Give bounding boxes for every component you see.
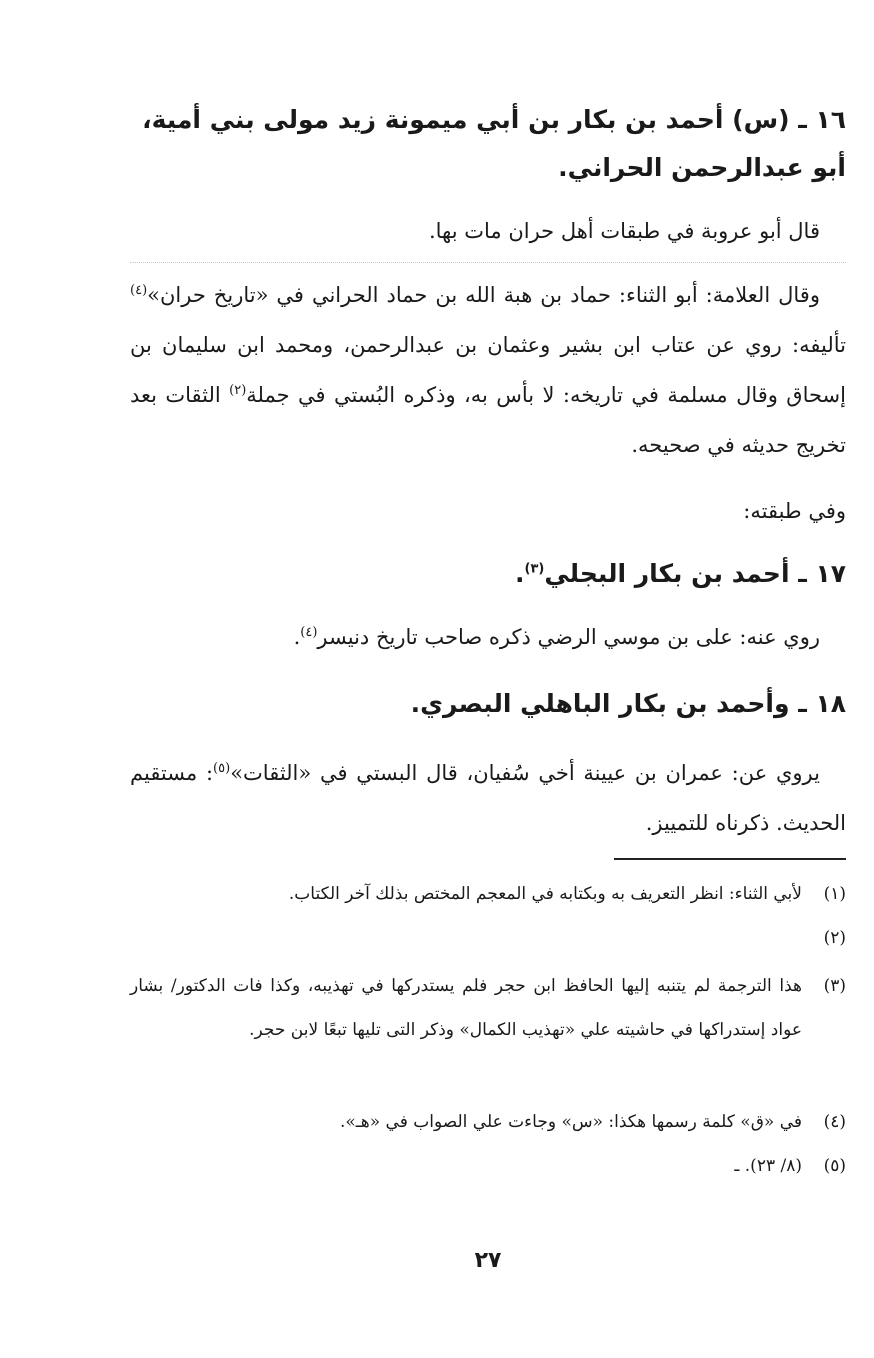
entry-17-paragraph-1-text: روي عنه: على بن موسي الرضي ذكره صاحب تاريخ دنيسر bbox=[317, 625, 820, 649]
footnote-1-text: لأبي الثناء: انظر التعريف به وبكتابه في المعجم المختص بذلك آخر الكتاب. bbox=[288, 884, 802, 904]
entry-16-paragraph-2-text-a: وقال العلامة: أبو الثناء: حماد بن هبة الله بن حماد الحراني في «تاريخ حران» bbox=[147, 283, 820, 307]
footnote-1-number: (١) bbox=[823, 884, 846, 904]
footnote-ref-5: (٥) bbox=[213, 761, 231, 776]
footnote-ref-2: (٢) bbox=[229, 383, 247, 398]
footnote-3 bbox=[130, 964, 846, 1052]
footnote-5-number: (٥) bbox=[823, 1156, 846, 1176]
footnote-4 bbox=[130, 1100, 846, 1144]
entry-16-paragraph-3: وفي طبقته: bbox=[743, 499, 846, 523]
entry-16-paragraph-1: قال أبو عروبة في طبقات أهل حران مات بها. bbox=[428, 219, 820, 243]
footnote-2-text bbox=[130, 916, 802, 960]
entry-17-paragraph-1 bbox=[130, 612, 846, 662]
entry-17-heading-end: . bbox=[515, 559, 525, 588]
entry-17-heading bbox=[130, 550, 846, 598]
footnote-5-text: (٨/ ٢٣). ـ bbox=[734, 1156, 802, 1176]
faint-divider bbox=[130, 262, 846, 265]
entry-16-paragraph-2-text-b: تأليفه: روي عن عتاب ابن بشير وعثمان بن عبدالرحمن، ومحمد ابن سليمان بن إسحاق وقال مسلمة في تاريخه: لا بأس به، وذكره البُستي في جملة bbox=[130, 333, 846, 407]
footnote-separator bbox=[614, 858, 846, 860]
page-number: ٢٧ bbox=[474, 1248, 502, 1273]
footnote-3-text: هذا الترجمة لم يتنبه إليها الحافظ ابن حجر فلم يستدركها في تهذيبه، وكذا فات الدكتور/ بشار عواد إستدراكها في حاشيته علي «تهذيب الكمال» وذكر التى تليها تبعًا لابن حجر. bbox=[130, 976, 802, 1040]
entry-18-paragraph-1 bbox=[130, 748, 846, 848]
entry-18-paragraph-1-text: يروي عن: عمران بن عيينة أخي سُفيان، قال البستي في «الثقات» bbox=[230, 761, 820, 785]
entry-16-heading: ١٦ ـ (س) أحمد بن بكار بن أبي ميمونة زيد مولى بني أمية، أبو عبدالرحمن الحراني. bbox=[142, 105, 846, 182]
footnote-ref-3: (٣) bbox=[524, 561, 545, 577]
entry-17-heading-text: ١٧ ـ أحمد بن بكار البجلي bbox=[544, 559, 846, 588]
footnote-ref-4: (٤) bbox=[130, 283, 148, 298]
footnote-1 bbox=[130, 872, 846, 916]
entry-18-heading: ١٨ ـ وأحمد بن بكار الباهلي البصري. bbox=[410, 689, 846, 718]
entry-17-paragraph-1-end: . bbox=[293, 625, 301, 649]
entry-16-paragraph-2 bbox=[130, 270, 846, 470]
footnote-ref-4b: (٤) bbox=[300, 625, 318, 640]
entry-18-paragraph-1-end: : مستقيم الحديث. ذكرناه للتمييز. bbox=[130, 761, 846, 835]
footnote-5 bbox=[130, 1144, 846, 1188]
footnote-4-text: في «ق» كلمة رسمها هكذا: «س» وجاءت علي الصواب في «هـ». bbox=[339, 1112, 802, 1132]
footnote-3-number: (٣) bbox=[823, 976, 846, 996]
footnote-4-number: (٤) bbox=[823, 1112, 846, 1132]
book-page bbox=[130, 0, 846, 1358]
footnote-2 bbox=[130, 916, 846, 960]
entry-16-paragraph-2-text-c: الثقات بعد تخريج حديثه في صحيحه. bbox=[130, 383, 846, 457]
footnote-2-number: (٢) bbox=[823, 928, 846, 948]
